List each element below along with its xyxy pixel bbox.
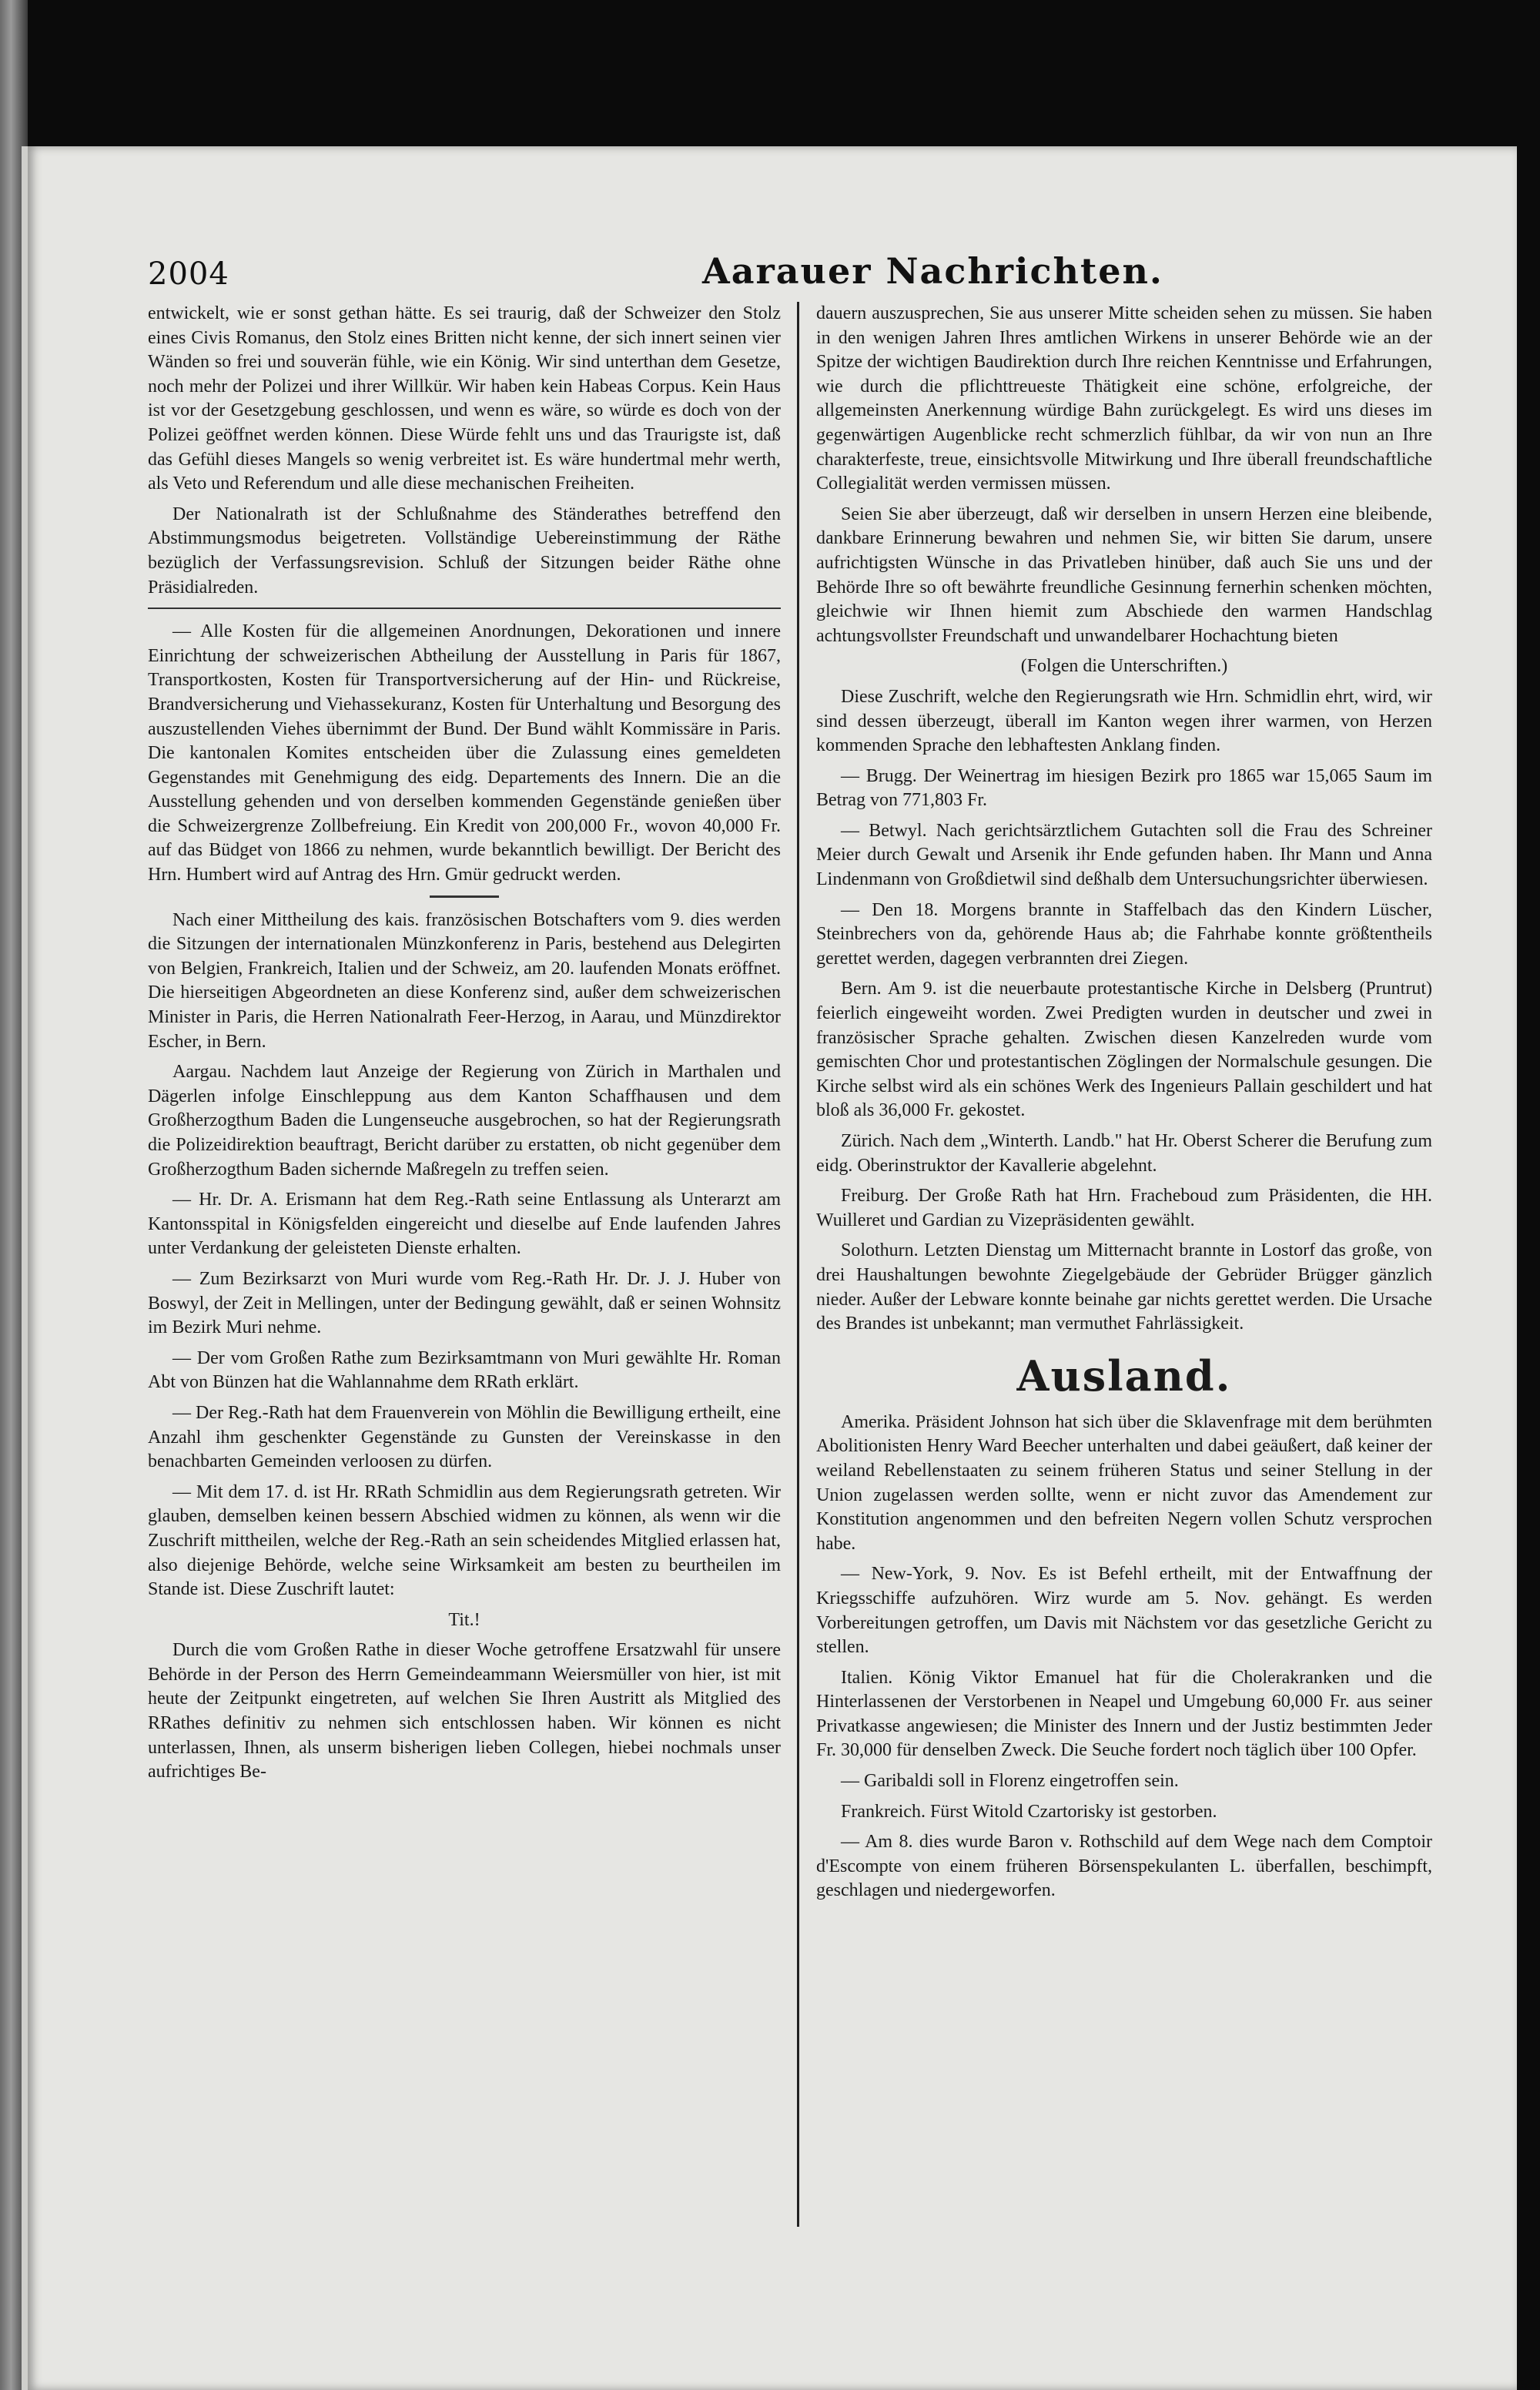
article-paragraph: Frankreich. Fürst Witold Czartorisky ist gestorben. xyxy=(841,1801,1217,1822)
journal-title: Aarauer Nachrichten. xyxy=(702,250,1163,292)
section-heading: Ausland. xyxy=(1016,1351,1232,1401)
article-paragraph: — Mit dem 17. d. ist Hr. RRath Schmidlin aus dem Regierungsrath getreten. Wir glauben, demselben keinen bessern Abschied widmen zu können, als wenn wir die Zuschrift mittheilen, welche der Reg.-Rath an sein scheidendes Mitglied erlassen hat, also diejenige Behörde, welche seine Wirksamkeit am besten zu beurtheilen im Stande ist. Diese Zuschrift lautet: xyxy=(148,1481,781,1600)
article-paragraph: Seien Sie aber überzeugt, daß wir derselben in unsern Herzen eine bleibende, dankbare Erinnerung bewahren und nehmen Sie, wir bitten Sie darum, unsere aufrichtigsten Wünsche in das Privatleben hinüber, daß auch Sie uns und der Behörde Ihre so oft bewährte freundliche Gesinnung fernerhin schenken möchten, gleichwie wir Ihnen hiemit zum Abschiede den warmen Handschlag achtungsvollster Freundschaft und unwandelbarer Hochachtung bieten xyxy=(816,504,1432,646)
article-paragraph: — Garibaldi soll in Florenz eingetroffen sein. xyxy=(841,1771,1179,1792)
article-paragraph: — Der vom Großen Rathe zum Bezirksamtmann von Muri gewählte Hr. Roman Abt von Bünzen hat die Wahlannahme dem RRath erklärt. xyxy=(148,1347,781,1393)
article-paragraph: Zürich. Nach dem „Winterth. Landb." hat Hr. Oberst Scherer die Berufung zum eidg. Oberinstruktor der Kavallerie abgelehnt. xyxy=(816,1131,1432,1176)
article-paragraph: — Hr. Dr. A. Erismann hat dem Reg.-Rath seine Entlassung als Unterarzt am Kantonsspital in Königsfelden eingereicht und dieselbe auf Ende laufenden Jahres unter Verdankung der geleisteten Dienste erhalten. xyxy=(148,1190,781,1259)
signature-note: (Folgen die Unterschriften.) xyxy=(1020,656,1228,677)
page-header xyxy=(148,250,1420,296)
article-paragraph: — Zum Bezirksarzt von Muri wurde vom Reg.-Rath Hr. Dr. J. J. Huber von Boswyl, der Zeit in Mellingen, unter der Bedingung gewählt, daß er seinen Wohnsitz im Bezirk Muri nehme. xyxy=(148,1268,781,1338)
article-paragraph: — Den 18. Morgens brannte in Staffelbach das den Kindern Lüscher, Steinbrechers von da, gehörende Haus ab; die Fahrhabe konnte größtentheils gerettet werden, dagegen verbrannten drei Ziegen. xyxy=(816,899,1432,969)
article-paragraph: Nach einer Mittheilung des kais. französischen Botschafters vom 9. dies werden die Sitzungen der internationalen Münzkonferenz in Paris, bestehend aus Delegirten von Belgien, Frankreich, Italien und der Schweiz, am 20. laufenden Monats eröffnet. Die hierseitigen Abgeordneten an diese Konferenz sind, außer dem schweizerischen Minister in Paris, die Herren Nationalrath Feer-Herzog, in Aarau, und Münzdirektor Escher, in Bern. xyxy=(148,909,781,1052)
article-paragraph: Der Nationalrath ist der Schlußnahme des Ständerathes betreffend den Abstimmungsmodus beigetreten. Vollständige Uebereinstimmung der Räthe bezüglich der Verfassungsrevision. Schluß der Sitzungen beider Räthe ohne Präsidialreden. xyxy=(148,504,781,598)
column-divider xyxy=(797,302,799,2227)
article-paragraph: — Alle Kosten für die allgemeinen Anordnungen, Dekorationen und innere Einrichtung der schweizerischen Abtheilung der Ausstellung in Paris für 1867, Transportkosten, Kosten für Transportversicherung auf der Hin- und Rückreise, Brandversicherung und Viehassekuranz, Kosten für Unterhaltung und Besorgung des auszustellenden Viehes übernimmt der Bund. Der Bund wählt Kommissäre in Paris. Die kantonalen Komites entscheiden über die Zulassung eines gemeldeten Gegenstandes mit Genehmigung des eidg. Departements des Innern. Die an die Ausstellung gehenden und von derselben kommenden Gegenstände genießen über die Schweizergrenze Zollbefreiung. Ein Kredit von 200,000 Fr., wovon 40,000 Fr. auf das Büdget von 1866 zu nehmen, wurde bekanntlich bewilligt. Der Bericht des Hrn. Humbert wird auf Antrag des Hrn. Gmür gedruckt werden. xyxy=(148,621,781,885)
article-paragraph: — Betwyl. Nach gerichtsärztlichem Gutachten soll die Frau des Schreiner Meier durch Gewalt und Arsenik ihr Ende gefunden haben. Ihr Mann und Anna Lindenmann von Großdietwil sind deßhalb dem Untersuchungsrichter überwiesen. xyxy=(816,820,1432,890)
article-paragraph: Diese Zuschrift, welche den Regierungsrath wie Hrn. Schmidlin ehrt, wird, wir sind dessen überzeugt, überall im Kanton wegen ihrer warmen, von Herzen kommenden Sprache den lebhaftesten Anklang finden. xyxy=(816,686,1432,756)
article-paragraph: Durch die vom Großen Rathe in dieser Woche getroffene Ersatzwahl für unsere Behörde in der Person des Herrn Gemeindeammann Weiersmüller von hier, ist mit heute der Zeitpunkt eingetreten, auf welchen Sie Ihren Austritt als Mitglied des RRathes definitiv zu nehmen sich entschlossen haben. Wir können es nicht unterlassen, Ihnen, als unserm bisherigen lieben Collegen, hiebei nochmals unser aufrichtiges Be- xyxy=(148,1640,781,1782)
divider xyxy=(148,608,781,609)
article-paragraph: — New-York, 9. Nov. Es ist Befehl ertheilt, mit der Entwaffnung der Kriegsschiffe aufzuhören. Wirz wurde am 5. Nov. gehängt. Es werden Vorbereitungen getroffen, um Davis mit Nächstem vor das gesetzliche Gericht zu stellen. xyxy=(816,1564,1432,1658)
article-paragraph: — Am 8. dies wurde Baron v. Rothschild auf dem Wege nach dem Comptoir d'Escompte von einem früheren Börsenspekulanten L. überfallen, beschimpft, geschlagen und niedergeworfen. xyxy=(816,1832,1432,1901)
article-paragraph: Aargau. Nachdem laut Anzeige der Regierung von Zürich in Marthalen und Dägerlen infolge Einschleppung aus dem Kanton Schaffhausen und dem Großherzogthum Baden die Lungenseuche ausgebrochen, so hat der Regierungsrath die Polizeidirektion beauftragt, Bericht darüber zu erstatten, ob nicht gegenüber dem Großherzogthum Baden sichernde Maßregeln zu treffen seien. xyxy=(148,1062,781,1180)
article-paragraph: Freiburg. Der Große Rath hat Hrn. Fracheboud zum Präsidenten, die HH. Wuilleret und Gardian zu Vizepräsidenten gewählt. xyxy=(816,1186,1432,1230)
article-paragraph: Bern. Am 9. ist die neuerbaute protestantische Kirche in Delsberg (Pruntrut) feierlich eingeweiht worden. Zwei Predigten wurden in deutscher und zwei in französischer Sprache gehalten. Zwischen diesen Kanzelreden wurde vom gemischten Chor und protestantischen Zöglingen der Normalschule gesungen. Die Kirche selbst wird als ein schönes Werk des Ingenieurs Pallain geschildert und hat bloß als 36,000 Fr. gekostet. xyxy=(816,979,1432,1121)
article-paragraph: Solothurn. Letzten Dienstag um Mitternacht brannte in Lostorf das große, von drei Haushaltungen bewohnte Ziegelgebäude der Gebrüder Brügger gänzlich nieder. Außer der Lebware konnte beinahe gar nichts gerettet werden. Die Ursache des Brandes ist unbekannt; man vermuthet Fahrlässigkeit. xyxy=(816,1240,1432,1334)
page-number: 2004 xyxy=(148,256,229,292)
article-paragraph: Amerika. Präsident Johnson hat sich über die Sklavenfrage mit dem berühmten Abolitionisten Henry Ward Beecher unterhalten und dabei geäußert, daß keiner der weiland Rebellenstaaten zu seinem früheren Status und seiner Stellung in der Union zugelassen werden sollte, wenn er nicht zuvor das Amendement zur Konstitution angenommen und den befreiten Negern vollen Schutz versprochen habe. xyxy=(816,1411,1432,1554)
article-paragraph: — Brugg. Der Weinertrag im hiesigen Bezirk pro 1865 war 15,065 Saum im Betrag von 771,803 Fr. xyxy=(816,765,1432,811)
divider xyxy=(430,895,499,898)
article-paragraph: Italien. König Viktor Emanuel hat für die Cholerakranken und die Hinterlassenen der Verstorbenen in Neapel und Umgebung 60,000 Fr. aus seiner Privatkasse angewiesen; die Minister des Innern und der Justiz bestimmten Jeder Fr. 30,000 für denselben Zweck. Die Seuche fordert noch täglich über 100 Opfer. xyxy=(816,1667,1432,1761)
article-paragraph: dauern auszusprechen, Sie aus unserer Mitte scheiden sehen zu müssen. Sie haben in den wenigen Jahren Ihres amtlichen Wirkens in unserer Behörde wie an der Spitze der wichtigen Baudirektion durch Ihre reichen Kenntnisse und Erfahrungen, wie durch die pflichttreueste Thätigkeit eine schöne, erfolgreiche, der allgemeinsten Anerkennung würdige Bahn zurückgelegt. Es wird uns dieses im gegenwärtigen Augenblicke recht schmerzlich fühlbar, da wir von nun an Ihre charakterfeste, treue, einsichtsvolle Mitwirkung und Ihre überall freundschaftliche Collegialität werden vermissen müssen. xyxy=(816,303,1432,494)
left-column xyxy=(148,302,781,1791)
article-paragraph: entwickelt, wie er sonst gethan hätte. Es sei traurig, daß der Schweizer den Stolz eines Civis Romanus, den Stolz eines Britten nicht kenne, der sich innert seinen vier Wänden so frei und souverän fühle, wie ein König. Wir sind unterthan dem Gesetze, noch mehr der Polizei und ihrer Willkür. Wir haben kein Habeas Corpus. Kein Haus ist vor der Gesetzgebung geschlossen, und wenn es wäre, so würde es doch von der Polizei geöffnet werden können. Diese Würde fehlt uns und das Traurigste ist, daß das Gefühl dieses Mangels so wenig verbreitet ist. Es wäre hundertmal mehr werth, als Veto und Referendum und alle diese mechanischen Freiheiten. xyxy=(148,303,781,494)
salutation: Tit.! xyxy=(448,1609,480,1630)
article-paragraph: — Der Reg.-Rath hat dem Frauenverein von Möhlin die Bewilligung ertheilt, eine Anzahl ihm geschenkter Gegenstände zu Gunsten der Vereinskasse in den benachbarten Gemeinden verloosen zu dürfen. xyxy=(148,1402,781,1472)
right-column xyxy=(816,302,1432,1910)
